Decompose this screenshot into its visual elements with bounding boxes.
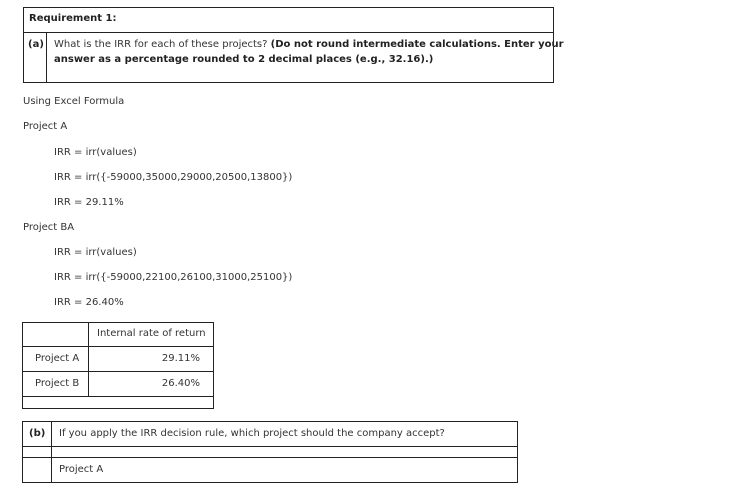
part-a-label: (a) [28,39,44,50]
irr-table-row-project-b: Project B [35,378,80,389]
irr-table-column-divider [88,322,89,397]
part-a-question-plain: What is the IRR for each of these projects? [54,39,268,50]
part-b-label-divider [51,421,52,483]
requirement-title: Requirement 1: [29,13,117,24]
part-b-answer: Project A [59,464,104,475]
project-a-line-2: IRR = irr({-59000,35000,29000,20500,13800}) [54,172,293,183]
irr-table-row-value-a: 29.11% [161,353,200,364]
irr-table-row-divider-2 [22,371,214,372]
project-a-heading: Project A [23,121,68,132]
irr-table-column-header: Internal rate of return [97,328,206,339]
part-b-question: If you apply the IRR decision rule, which project should the company accept? [59,428,445,439]
irr-table-row-project-a: Project A [35,353,80,364]
project-b-line-3: IRR = 26.40% [54,297,124,308]
project-b-line-1: IRR = irr(values) [54,247,137,258]
part-b-divider-2 [22,457,518,458]
method-label: Using Excel Formula [23,96,125,107]
part-b-divider-1 [22,446,518,447]
part-a-question [54,39,564,50]
project-b-line-2: IRR = irr({-59000,22100,26100,31000,25100}) [54,272,293,283]
part-a-question-bold-2: answer as a percentage rounded to 2 decimal places (e.g., 32.16).) [54,54,434,65]
part-b-label: (b) [29,428,46,439]
project-b-heading: Project BA [23,222,75,233]
irr-table-row-divider-1 [22,346,214,347]
irr-table-row-divider-3 [22,396,214,397]
part-a-label-divider [46,32,47,83]
requirement-divider [23,32,554,33]
irr-table-row-value-b: 26.40% [161,378,200,389]
project-a-line-3: IRR = 29.11% [54,197,124,208]
project-a-line-1: IRR = irr(values) [54,147,137,158]
part-a-question-bold-1: (Do not round intermediate calculations. Enter your [270,39,564,50]
